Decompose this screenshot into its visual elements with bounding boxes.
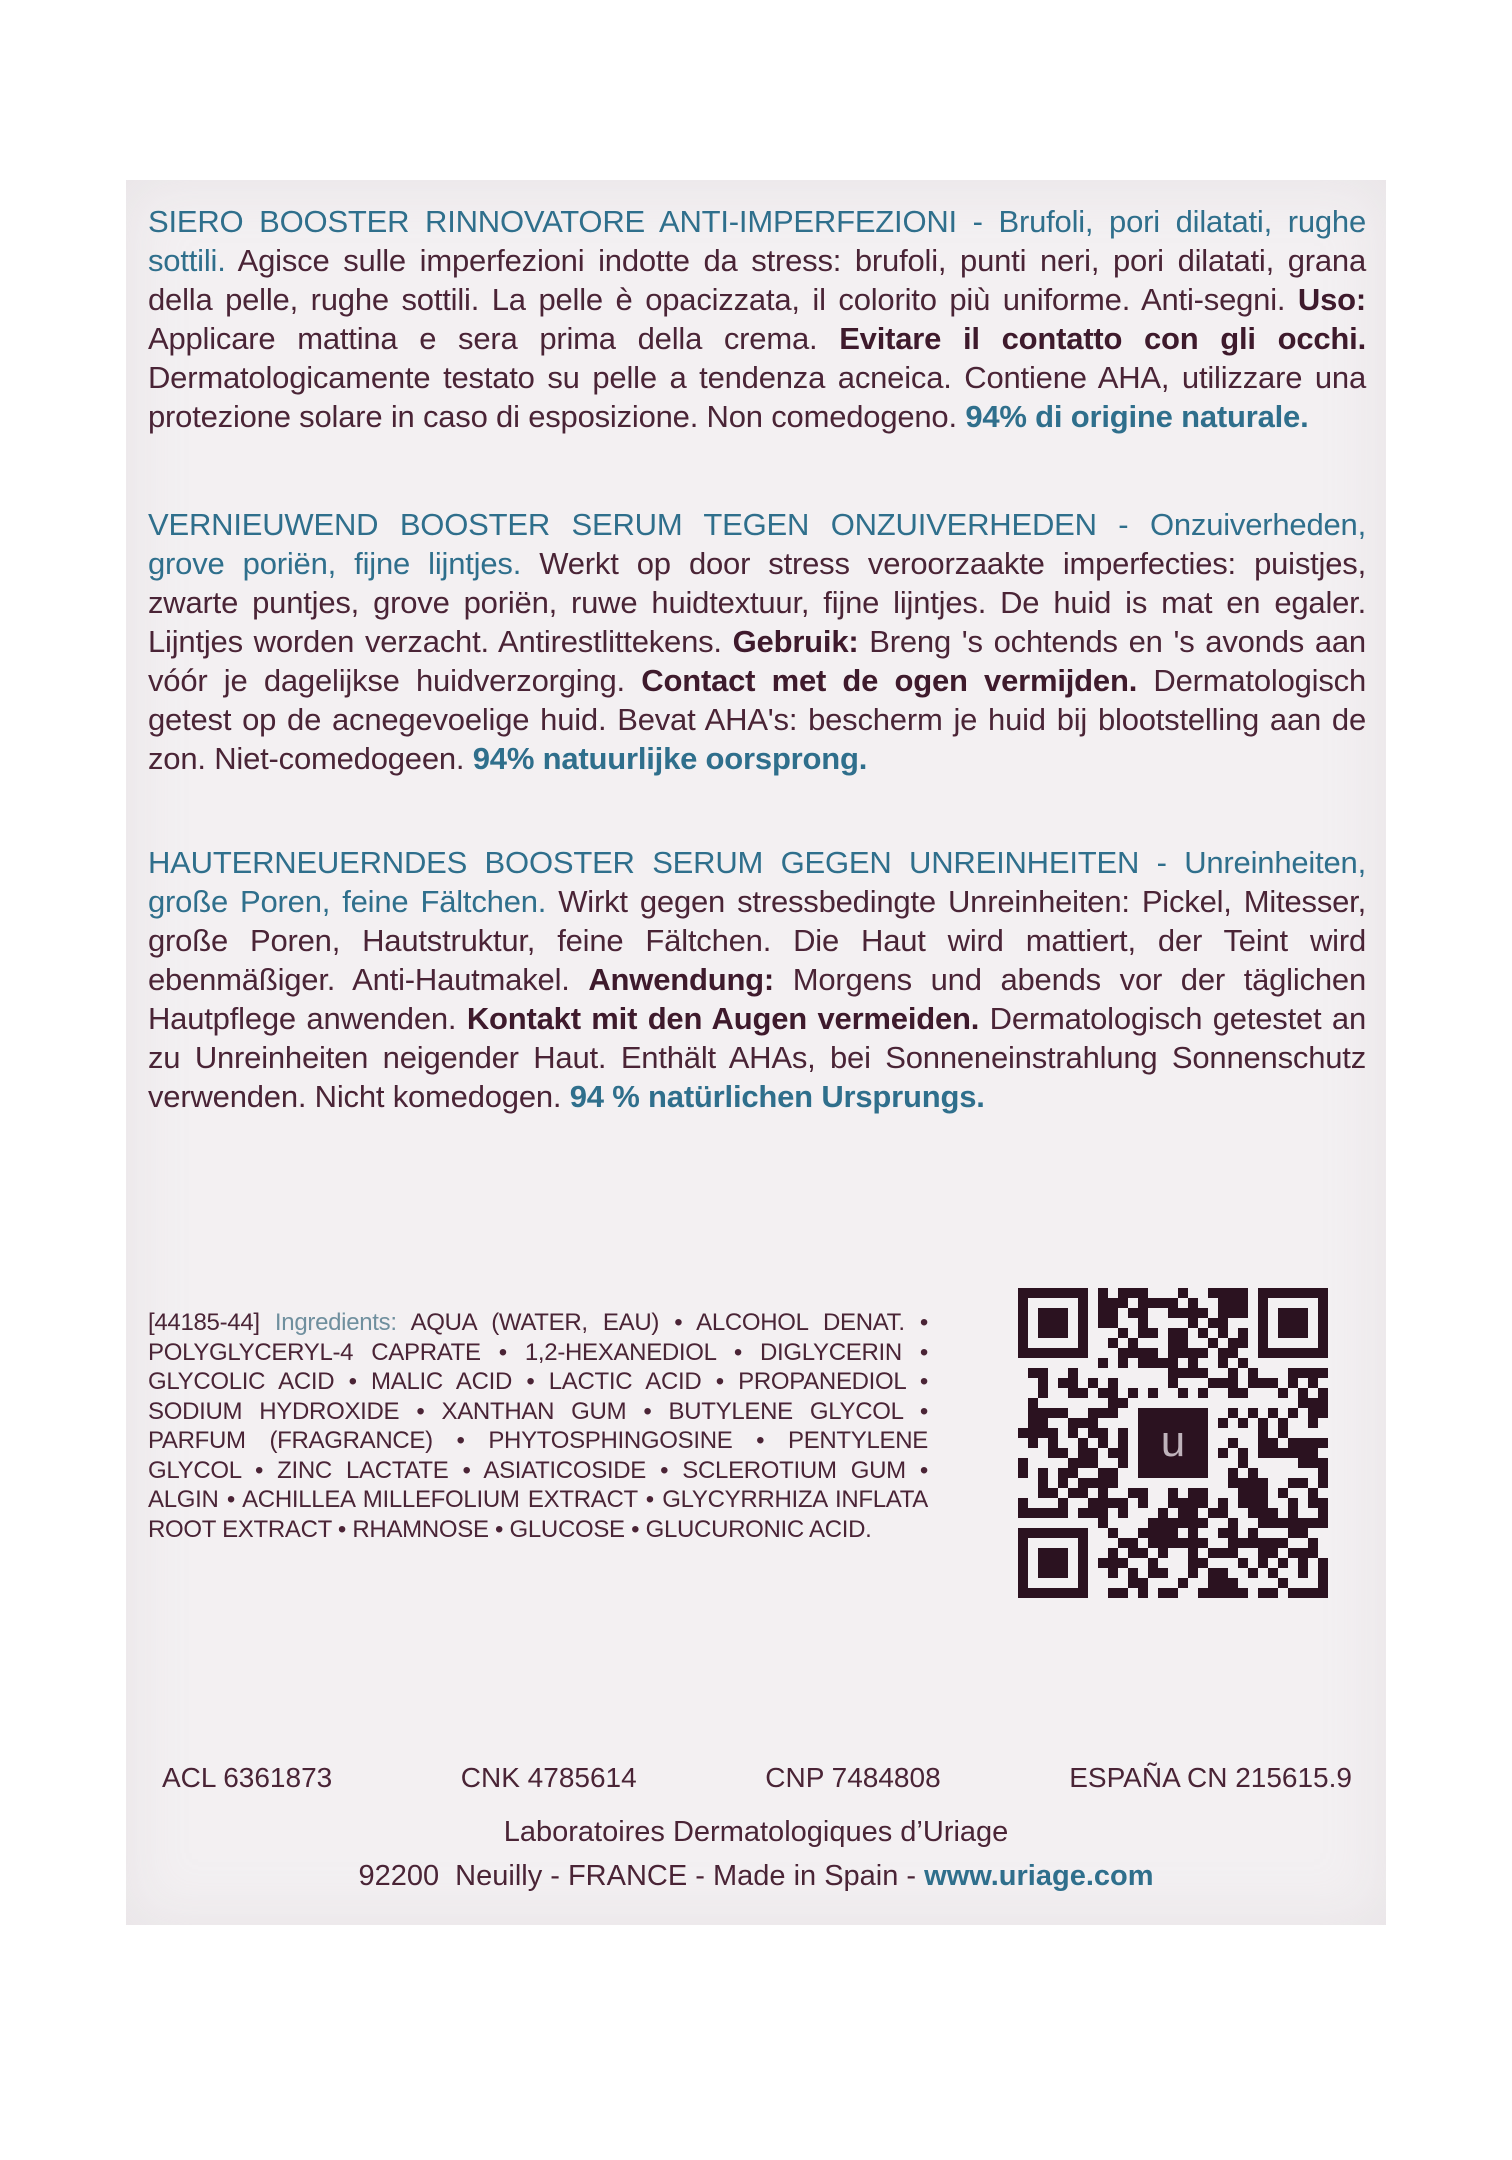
dutch-subtitle: Onzuiverheden, grove poriën, fijne lijntjes.: [148, 507, 1366, 581]
dutch-warning: Contact met de ogen vermijden.: [641, 663, 1138, 698]
website-link[interactable]: www.uriage.com: [924, 1860, 1154, 1892]
ingredients-list: [148, 1308, 928, 1544]
ingredients-code: [44185-44]: [148, 1309, 260, 1336]
acl-code: ACL 6361873: [162, 1762, 333, 1793]
qr-finder-bottom-left: [1018, 1528, 1088, 1598]
qr-center-logo: [1138, 1408, 1208, 1478]
ingredients-label: Ingredients:: [274, 1309, 397, 1336]
italian-warning: Evitare il contatto con gli occhi.: [839, 321, 1366, 356]
italian-description: SIERO BOOSTER RINNOVATORE ANTI-IMPERFEZIONI - Brufoli, pori dilatati, rughe sottili. Agisce sulle imperfezioni indotte da stress: brufoli, punti neri, pori dilatati, grana della pelle, rughe sottili. La pelle è opacizzata, il colorito più uniforme. Anti-segni. Uso: Applicare mattina e sera prima della crema. Evitare il contatto con gli occhi. Dermatologicamente testato su pelle a tendenza acneica. Contiene AHA, utilizzare una protezione solare in caso di esposizione. Non comedogeno. 94% di origine naturale.: [148, 204, 1366, 434]
dutch-title: VERNIEUWEND BOOSTER SERUM TEGEN ONZUIVERHEDEN: [148, 507, 1097, 542]
qr-code[interactable]: [1018, 1288, 1328, 1598]
postcode: 92200: [358, 1860, 440, 1892]
german-warning: Kontakt mit den Augen vermeiden.: [466, 1001, 980, 1036]
ingredients-text: AQUA (WATER, EAU) • ALCOHOL DENAT. • POLYGLYCERYL-4 CAPRATE • 1,2-HEXANEDIOL • DIGLYCERIN • GLYCOLIC ACID • MALIC ACID • LACTIC ACID • PROPANEDIOL • SODIUM HYDROXIDE • XANTHAN GUM • BUTYLENE GLYCOL • PARFUM (FRAGRANCE) • PHYTOSPHINGOSINE • PENTYLENE GLYCOL • ZINC LACTATE • ASIATICOSIDE • SCLEROTIUM GUM • ALGIN • ACHILLEA MILLEFOLIUM EXTRACT • GLYCYRRHIZA INFLATA ROOT EXTRACT • RHAMNOSE • GLUCOSE • GLUCURONIC ACID.: [148, 1309, 928, 1543]
dutch-usage-label: Gebruik:: [732, 624, 859, 659]
cnk-code: CNK 4785614: [460, 1762, 637, 1793]
dutch-description: VERNIEUWEND BOOSTER SERUM TEGEN ONZUIVERHEDEN - Onzuiverheden, grove poriën, fijne lijntjes. Werkt op door stress veroorzaakte imperfecties: puistjes, zwarte puntjes, grove poriën, ruwe huidtextuur, fijne lijntjes. De huid is mat en egaler. Lijntjes worden verzacht. Antirestlittekens. Gebruik: Breng 's ochtends en 's avonds aan vóór je dagelijkse huidverzorging. Contact met de ogen vermijden. Dermatologisch getest op de acnegevoelige huid. Bevat AHA's: bescherm je huid bij blootstelling aan de zon. Niet-comedogeen. 94% natuurlijke oorsprong.: [148, 507, 1366, 776]
german-usage-label: Anwendung:: [588, 962, 775, 997]
espana-code: ESPAÑA CN 215615.9: [1069, 1762, 1352, 1793]
qr-center-letter: u: [1160, 1417, 1186, 1466]
qr-finder-top-left: [1018, 1288, 1088, 1358]
german-description: HAUTERNEUERNDES BOOSTER SERUM GEGEN UNREINHEITEN - Unreinheiten, große Poren, feine Fältchen. Wirkt gegen stressbedingte Unreinheiten: Pickel, Mitesser, große Poren, Hautstruktur, feine Fältchen. Die Haut wird mattiert, der Teint wird ebenmäßiger. Anti-Hautmakel. Anwendung: Morgens und abends vor der täglichen Hautpflege anwenden. Kontakt mit den Augen vermeiden. Dermatologisch getestet an zu Unreinheiten neigender Haut. Enthält AHAs, bei Sonneneinstrahlung Sonnenschutz verwenden. Nicht komedogen. 94 % natürlichen Ursprungs.: [148, 845, 1367, 1114]
italian-subtitle: Brufoli, pori dilatati, rughe sottili.: [148, 204, 1366, 278]
german-title: HAUTERNEUERNDES BOOSTER SERUM GEGEN UNREINHEITEN: [148, 845, 1140, 880]
italian-usage-label: Uso:: [1297, 282, 1366, 317]
cnp-code: CNP 7484808: [765, 1762, 941, 1793]
product-codes: [162, 1762, 1352, 1794]
italian-title: SIERO BOOSTER RINNOVATORE ANTI-IMPERFEZIONI: [148, 204, 957, 239]
german-subtitle: Unreinheiten, große Poren, feine Fältchen.: [148, 845, 1366, 919]
label-card: [126, 180, 1386, 1925]
qr-finder-top-right: [1258, 1288, 1328, 1358]
dutch-natural-claim: 94% natuurlijke oorsprong.: [472, 741, 868, 776]
manufacturer-name: Laboratoires Dermatologiques d’Uriage: [503, 1816, 1009, 1848]
manufacturer-address: 92200 Neuilly - FRANCE - Made in Spain - www.uriage.com: [358, 1860, 1154, 1892]
german-natural-claim: 94 % natürlichen Ursprungs.: [569, 1079, 985, 1114]
italian-natural-claim: 94% di origine naturale.: [965, 399, 1309, 434]
